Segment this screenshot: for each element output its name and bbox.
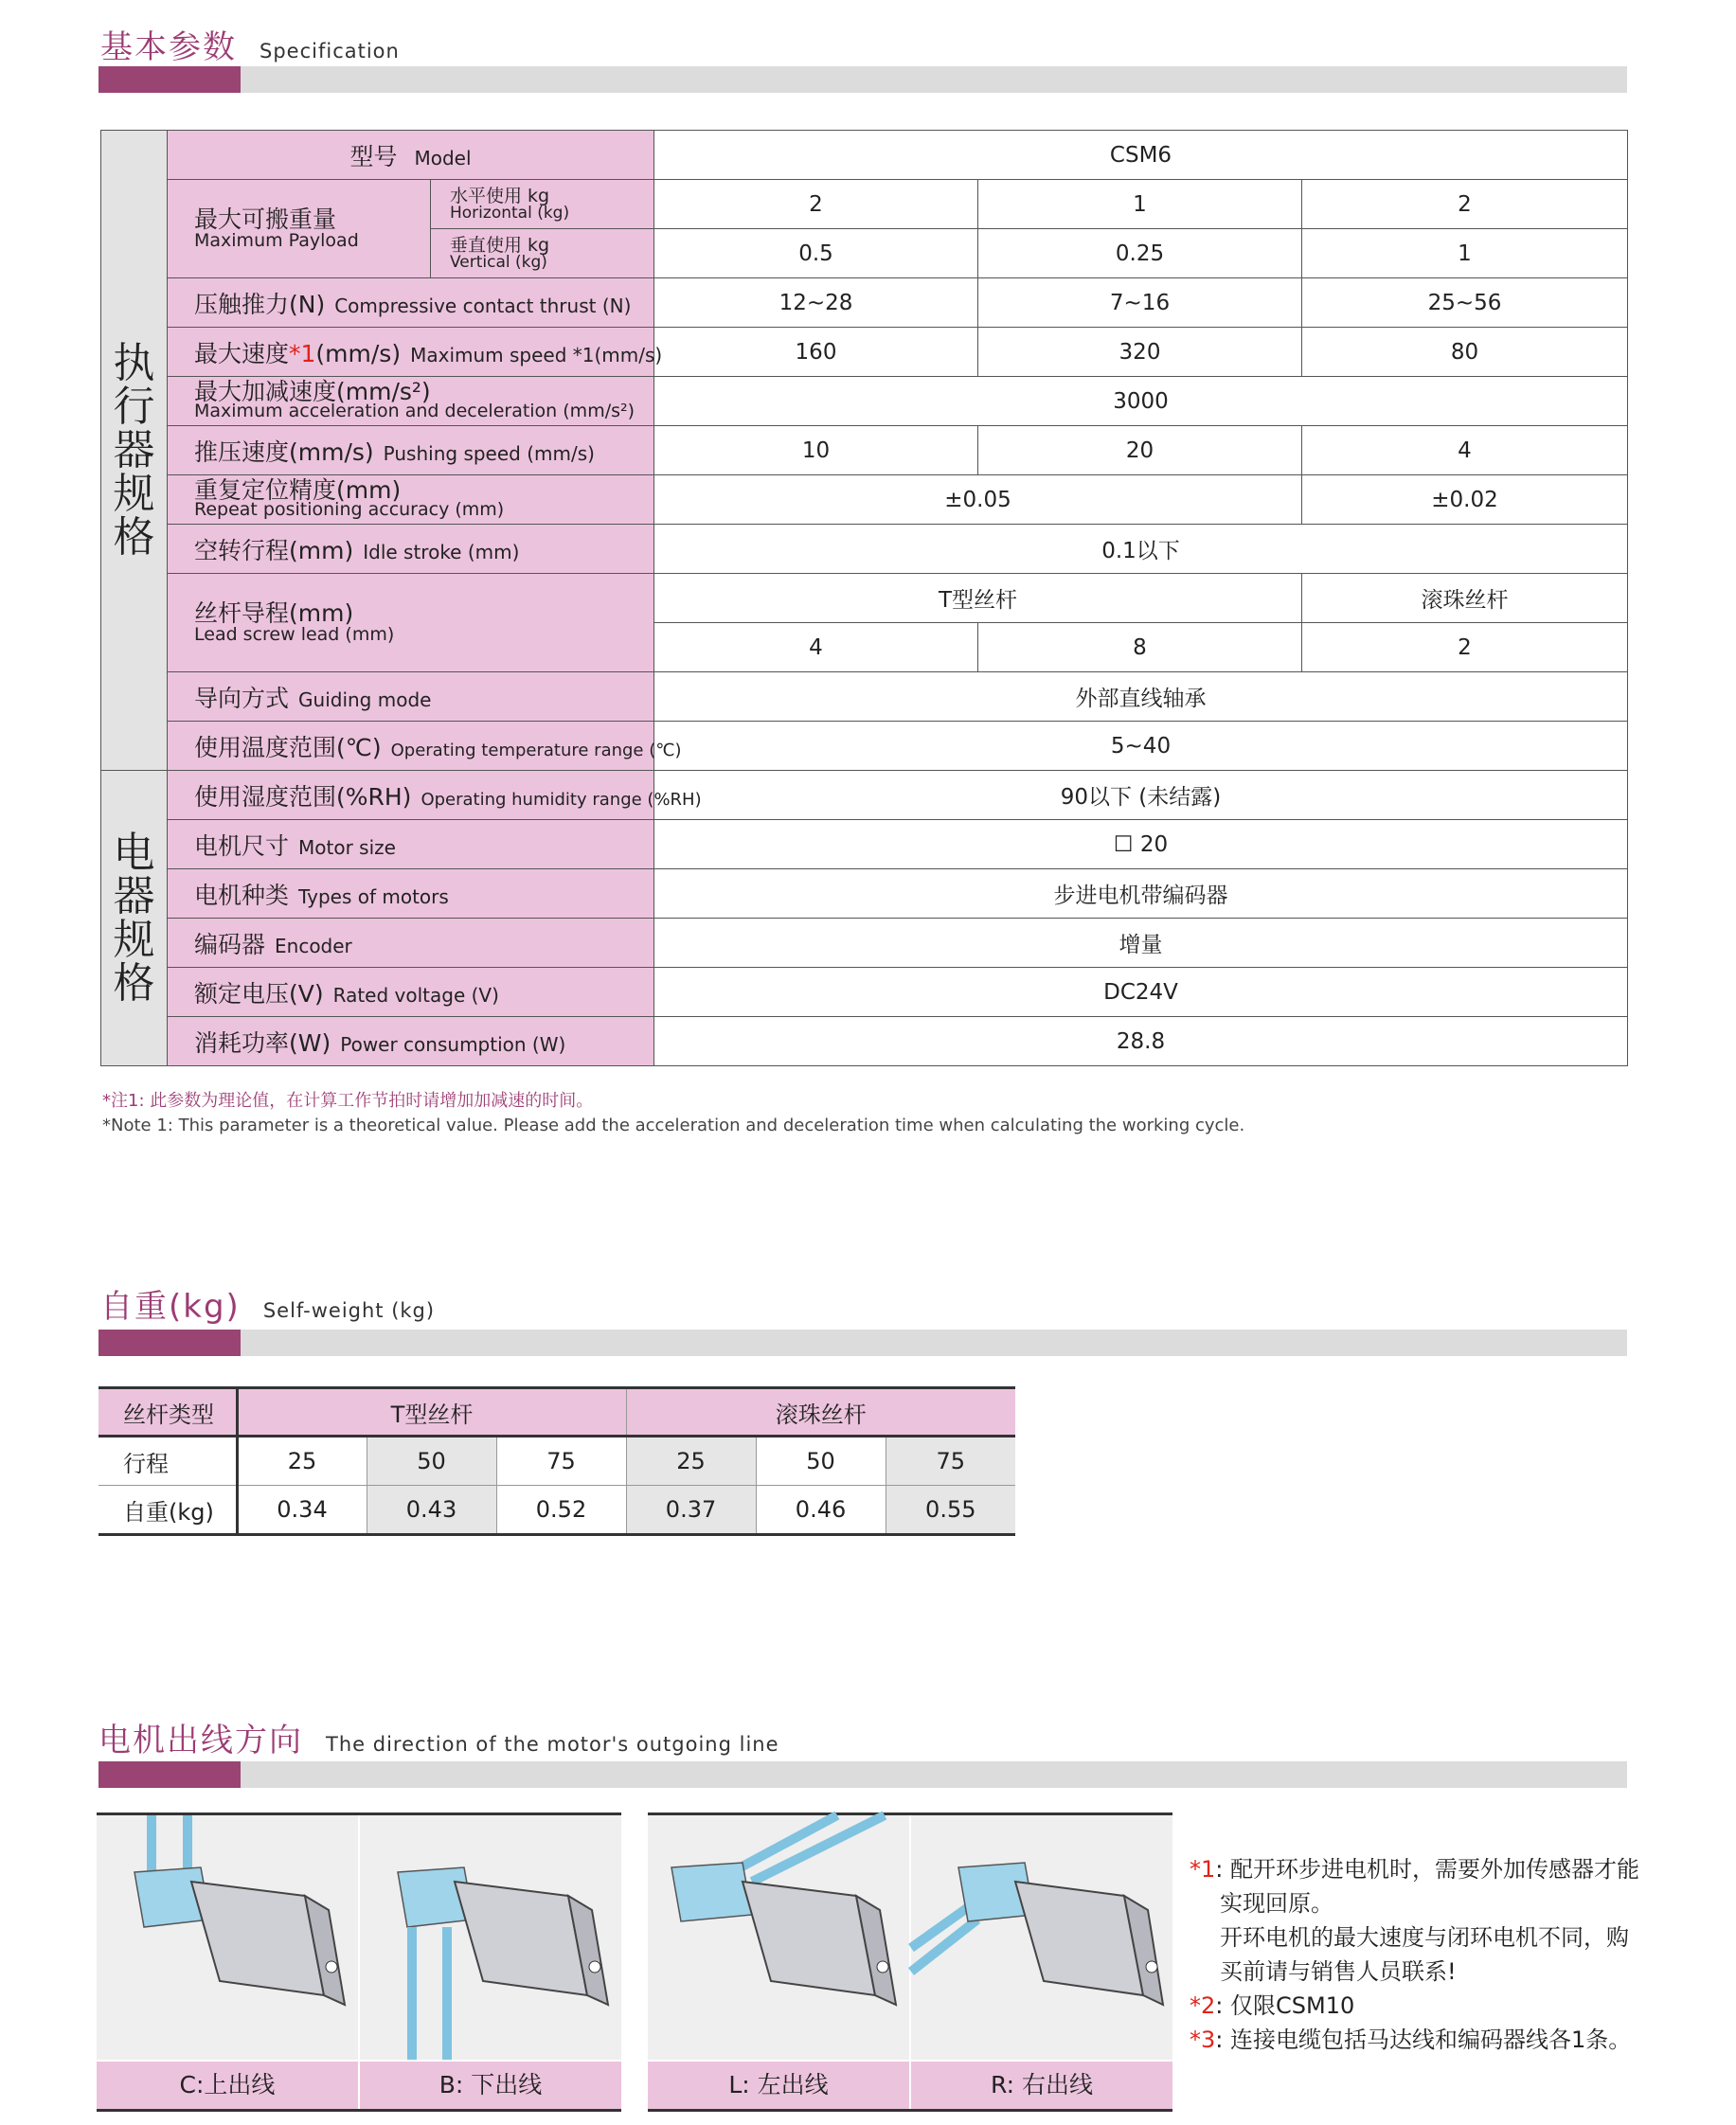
repeat-accuracy-value: ±0.05 [654,475,1302,525]
direction-panel-right [648,1812,1172,2112]
note-en: *Note 1: This parameter is a theoretical value. Please add the acceleration and deceleration time when calculating the working cycle. [102,1116,1245,1135]
title-bar-accent [98,1761,241,1788]
guide-value: 外部直线轴承 [654,672,1628,722]
voltage-value: DC24V [654,968,1628,1017]
note-1-line2: 实现回原。 [1220,1890,1333,1917]
weight-header-label: 丝杆类型 [98,1388,237,1437]
note-zh: *注1: 此参数为理论值，在计算工作节拍时请增加加减速的时间。 [102,1091,594,1111]
vertical-value: 0.25 [978,229,1302,278]
motor-type-label: 电机种类 Types of motors [168,869,654,919]
group-actuator: 执行器规格 [101,131,168,771]
thrust-value: 7~16 [978,278,1302,328]
lead-value: 8 [978,623,1302,672]
vertical-label: 垂直使用 kg Vertical (kg) [431,229,654,278]
direction-title-en: The direction of the motor's outgoing line [326,1733,779,1756]
direction-title-bar [98,1761,1627,1788]
push-speed-value: 20 [978,426,1302,475]
weight-title-zh: 自重(kg) [100,1288,241,1326]
speed-value: 80 [1302,328,1628,377]
direction-c-image [97,1815,358,2060]
title-bar-accent [98,66,241,93]
lead-value: 4 [654,623,978,672]
specification-table [100,130,1628,1066]
thrust-value: 25~56 [1302,278,1628,328]
spec-section-title [100,21,400,67]
direction-l-caption: L: 左出线 [648,2062,909,2109]
direction-title-zh: 电机出线方向 [98,1722,303,1759]
accel-label: 最大加减速度(mm/s²) Maximum acceleration and deceleration (mm/s²) [168,377,654,426]
lead-value: 2 [1302,623,1628,672]
repeat-accuracy-label: 重复定位精度(mm) Repeat positioning accuracy (mm) [168,475,654,525]
direction-r-caption: R: 右出线 [911,2062,1172,2109]
thrust-label: 压触推力(N) Compressive contact thrust (N) [168,278,654,328]
vertical-value: 1 [1302,229,1628,278]
stroke-label: 行程 [98,1437,237,1486]
horizontal-value: 1 [978,180,1302,229]
direction-notes [1190,1852,1639,2057]
weight-value: 0.52 [496,1486,626,1535]
note-3: *3: 连接电缆包括马达线和编码器线各1条。 [1190,2027,1632,2053]
direction-section-title [98,1714,779,1760]
accel-value: 3000 [654,377,1628,426]
push-speed-value: 4 [1302,426,1628,475]
idle-stroke-value: 0.1以下 [654,525,1628,574]
horizontal-value: 2 [1302,180,1628,229]
title-bar-accent [98,1330,241,1356]
power-value: 28.8 [654,1017,1628,1066]
model-value: CSM6 [654,131,1628,180]
spec-title-bar [98,66,1627,93]
push-speed-value: 10 [654,426,978,475]
weight-header-t: T型丝杆 [237,1388,626,1437]
speed-value: 160 [654,328,978,377]
direction-b-caption: B: 下出线 [360,2062,621,2109]
humidity-label: 使用湿度范围(%RH) Operating humidity range (%RH) [168,771,654,820]
payload-label: 最大可搬重量 Maximum Payload [168,180,431,278]
spec-title-zh: 基本参数 [100,28,237,66]
direction-r-image [911,1815,1172,2060]
guide-label: 导向方式 Guiding mode [168,672,654,722]
speed-value: 320 [978,328,1302,377]
direction-panel-left [97,1812,621,2112]
encoder-value: 增量 [654,919,1628,968]
humidity-value: 90以下 (未结露) [654,771,1628,820]
weight-value: 0.55 [886,1486,1015,1535]
weight-title-en: Self-weight (kg) [262,1299,436,1322]
note-1-line3: 开环电机的最大速度与闭环电机不同，购 [1220,1924,1629,1951]
push-speed-label: 推压速度(mm/s) Pushing speed (mm/s) [168,426,654,475]
encoder-label: 编码器 Encoder [168,919,654,968]
weight-label: 自重(kg) [98,1486,237,1535]
motor-type-value: 步进电机带编码器 [654,869,1628,919]
vertical-value: 0.5 [654,229,978,278]
motor-size-label: 电机尺寸 Motor size [168,820,654,869]
weight-title-bar [98,1330,1627,1356]
horizontal-value: 2 [654,180,978,229]
temp-value: 5~40 [654,722,1628,771]
repeat-accuracy-value: ±0.02 [1302,475,1628,525]
lead-type-ball: 滚珠丝杆 [1302,574,1628,623]
thrust-value: 12~28 [654,278,978,328]
lead-type-t: T型丝杆 [654,574,1302,623]
weight-section-title [100,1280,435,1327]
stroke-value: 25 [237,1437,367,1486]
weight-table [98,1386,1015,1536]
stroke-value: 75 [886,1437,1015,1486]
stroke-value: 50 [756,1437,886,1486]
voltage-label: 额定电压(V) Rated voltage (V) [168,968,654,1017]
weight-value: 0.34 [237,1486,367,1535]
motor-size-value: ☐ 20 [654,820,1628,869]
idle-stroke-label: 空转行程(mm) Idle stroke (mm) [168,525,654,574]
speed-label: 最大速度*1(mm/s) Maximum speed *1(mm/s) [168,328,654,377]
direction-b-image [360,1815,621,2060]
horizontal-label: 水平使用 kg Horizontal (kg) [431,180,654,229]
direction-l-image [648,1815,909,2060]
direction-c-caption: C:上出线 [97,2062,358,2109]
weight-header-ball: 滚珠丝杆 [626,1388,1015,1437]
lead-label: 丝杆导程(mm) Lead screw lead (mm) [168,574,654,672]
model-label: 型号 Model [168,131,654,180]
note-1-line4: 买前请与销售人员联系! [1220,1958,1457,1985]
temp-label: 使用温度范围(℃) Operating temperature range (℃) [168,722,654,771]
weight-value: 0.37 [626,1486,756,1535]
stroke-value: 75 [496,1437,626,1486]
stroke-value: 50 [367,1437,496,1486]
stroke-value: 25 [626,1437,756,1486]
note-1: *1: 配开环步进电机时，需要外加传感器才能 [1190,1856,1639,1883]
spec-title-en: Specification [260,40,400,62]
weight-value: 0.46 [756,1486,886,1535]
group-electrical: 电器规格 [101,771,168,1066]
note-2: *2: 仅限CSM10 [1190,1992,1355,2019]
spec-notes [102,1089,1244,1138]
weight-value: 0.43 [367,1486,496,1535]
power-label: 消耗功率(W) Power consumption (W) [168,1017,654,1066]
